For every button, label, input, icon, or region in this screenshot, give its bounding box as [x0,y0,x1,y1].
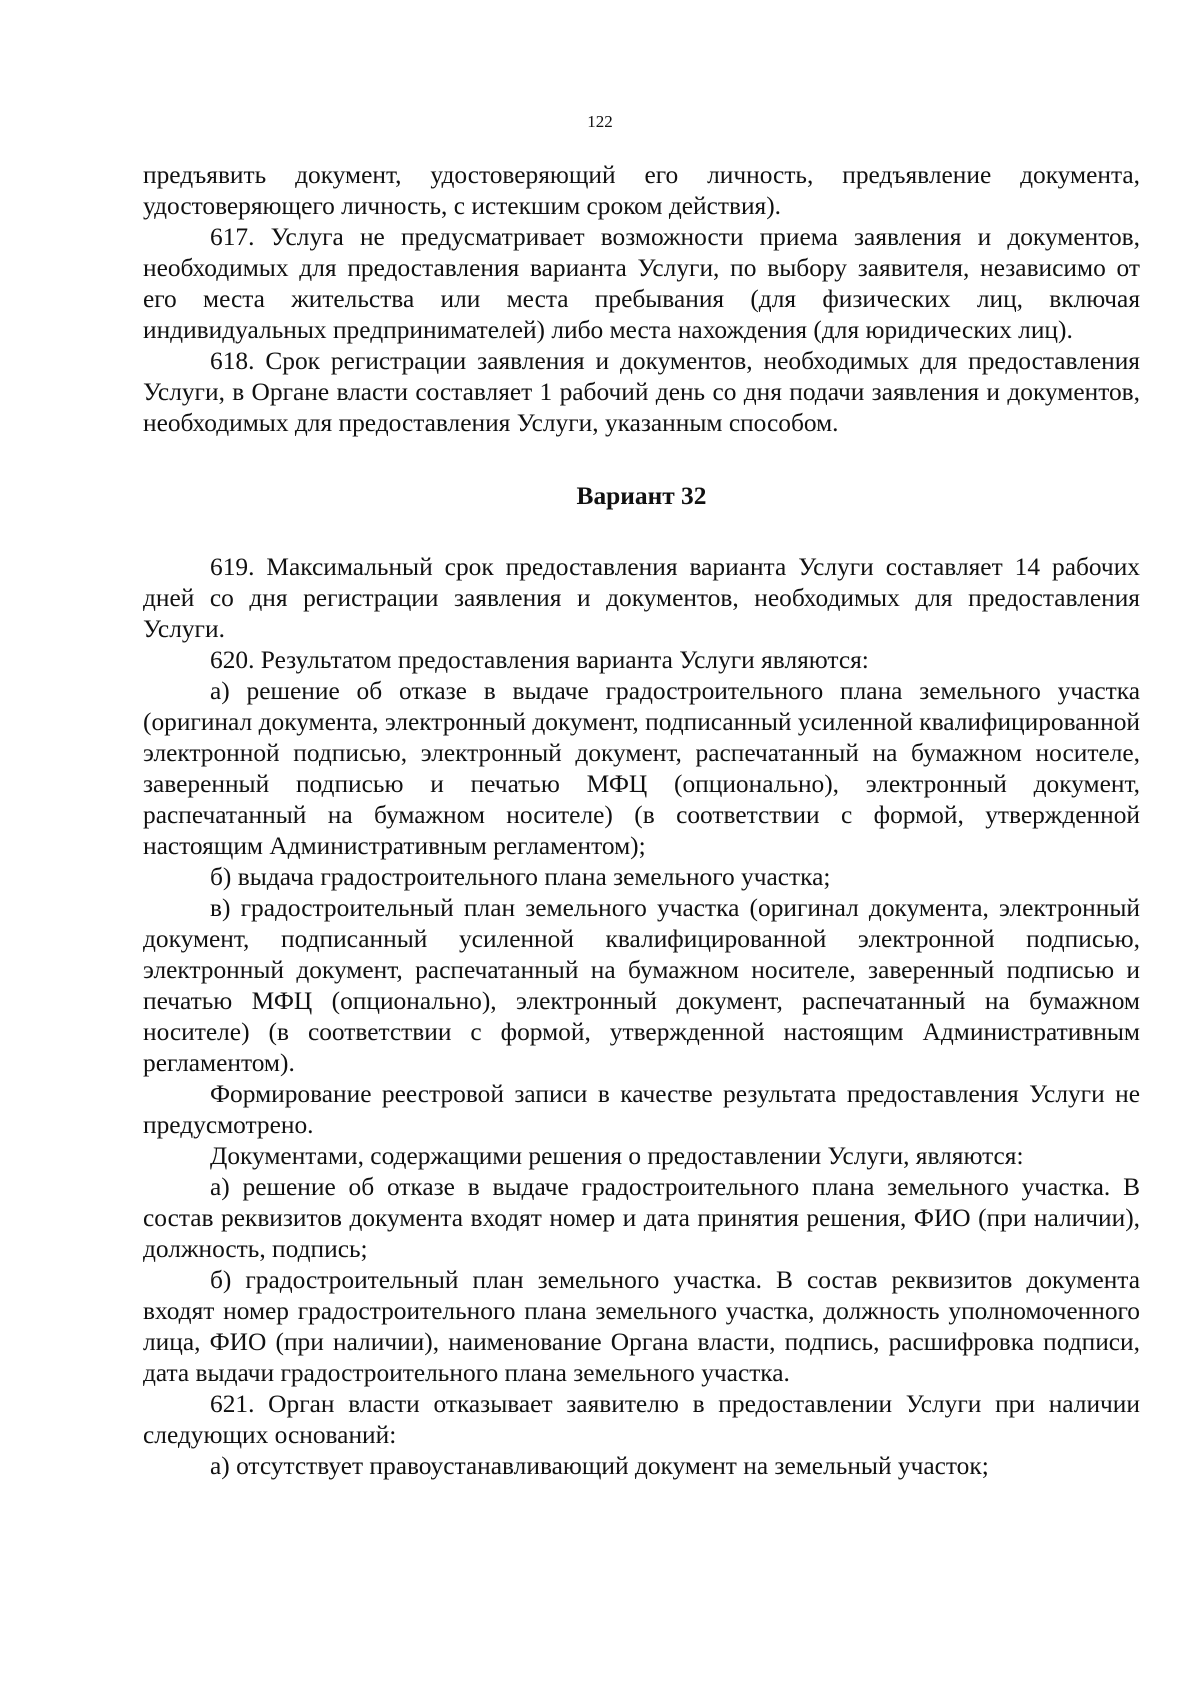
document-body [143,160,1140,1482]
paragraph-621: 621. Орган власти отказывает заявителю в предоставлении Услуги при наличии следующих оснований: [143,1390,1140,1449]
paragraph-continuation: предъявить документ, удостоверяющий его личность, предъявление документа, удостоверяющего личность, с истекшим сроком действия). [143,161,1140,220]
paragraph-decision-documents: Документами, содержащими решения о предоставлении Услуги, являются: [210,1142,1024,1170]
page-number: 122 [587,112,613,131]
list-item-doc-a: а) решение об отказе в выдаче градостроительного плана земельного участка. В состав реквизитов документа входят номер и дата принятия решения, ФИО (при наличии), должность, подпись; [143,1173,1140,1263]
paragraph-619: 619. Максимальный срок предоставления варианта Услуги составляет 14 рабочих дней со дня регистрации заявления и документов, необходимых для предоставления Услуги. [143,553,1140,643]
paragraph-registry-note: Формирование реестровой записи в качестве результата предоставления Услуги не предусмотрено. [143,1080,1140,1139]
paragraph-618: 618. Срок регистрации заявления и документов, необходимых для предоставления Услуги, в Органе власти составляет 1 рабочий день со дня подачи заявления и документов, необходимых для предоставления Услуги, указанным способом. [143,347,1140,437]
paragraph-620: 620. Результатом предоставления варианта Услуги являются: [210,646,869,674]
list-item-620-a: а) решение об отказе в выдаче градостроительного плана земельного участка (оригинал документа, электронный документ, подписанный усиленной квалифицированной электронной подписью, электронный документ, распечатанный на бумажном носителе, заверенный подписью и печатью МФЦ (опционально), электронный документ, распечатанный на бумажном носителе) (в соответствии с формой, утвержденной настоящим Административным регламентом); [143,677,1140,860]
list-item-doc-b: б) градостроительный план земельного участка. В состав реквизитов документа входят номер градостроительного плана земельного участка, должность уполномоченного лица, ФИО (при наличии), наименование Органа власти, подпись, расшифровка подписи, дата выдачи градостроительного плана земельного участка. [143,1266,1140,1387]
paragraph-617: 617. Услуга не предусматривает возможности приема заявления и документов, необходимых для предоставления варианта Услуги, по выбору заявителя, независимо от его места жительства или места пребывания (для физических лиц, включая индивидуальных предпринимателей) либо места нахождения (для юридических лиц). [143,223,1140,344]
list-item-620-b: б) выдача градостроительного плана земельного участка; [210,863,831,891]
list-item-620-v: в) градостроительный план земельного участка (оригинал документа, электронный документ, подписанный усиленной квалифицированной электронной подписью, электронный документ, распечатанный на бумажном носителе, заверенный подписью и печатью МФЦ (опционально), электронный документ, распечатанный на бумажном носителе) (в соответствии с формой, утвержденной настоящим Административным регламентом). [143,894,1140,1077]
list-item-621-a: а) отсутствует правоустанавливающий документ на земельный участок; [210,1452,989,1480]
section-heading: Вариант 32 [576,482,707,510]
